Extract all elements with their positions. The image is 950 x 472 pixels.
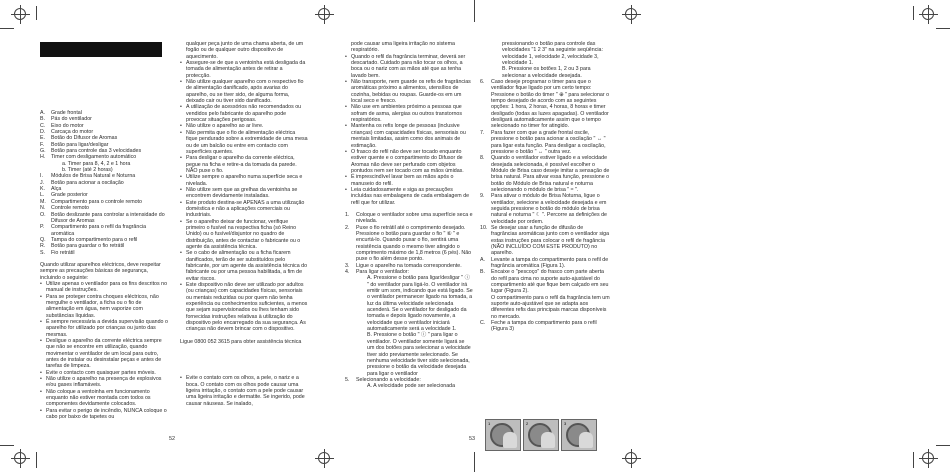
column-1 (40, 110, 168, 421)
bullet-marker: • (345, 148, 347, 155)
item-text: Controle remoto (51, 205, 89, 212)
item-text: Carcaça do motor (51, 129, 94, 136)
item-text: Leia cuidadosamente e siga as precauções incluídas nas embalagens de cada embalagem de refil que for utilizar. (351, 186, 470, 206)
figure-number: 2 (526, 421, 529, 426)
item-text: Compartimento para o refil da fragrância aromática (51, 224, 147, 237)
item-text: Timer com desligamento automático (51, 154, 137, 161)
step-item (480, 269, 610, 294)
bullet-marker: • (180, 60, 182, 67)
item-key: 6. (480, 79, 485, 86)
bullet-marker: • (40, 319, 42, 325)
item-key: L. (40, 192, 45, 199)
item-text: Evite o contato com os olhos, a pele, o nariz e a boca. O contato com os olhos pode causar uma ligeira irritação, o contato com a pele pode causar uma ligeira irritação e dermatite. Se ingerido, pode causar náuseas. Se inalado, (186, 375, 305, 407)
registration-mark-top-center-right (625, 8, 637, 20)
item-key: E. (40, 135, 46, 142)
bullet-marker: • (180, 174, 182, 181)
parts-legend (40, 110, 168, 256)
page-divider-mark (474, 0, 475, 22)
support-phone: Ligue 0800 052 3615 para obter assistência técnica (180, 338, 302, 345)
item-text: Não utilize sem que as grelhas da ventoinha se encontrem devidamente instaladas. (186, 186, 298, 200)
item-key: 3. (345, 262, 350, 269)
step-item (480, 295, 610, 320)
safety-bullet (40, 281, 168, 294)
figure-number: 1 (488, 421, 491, 426)
item-key: 8. (480, 155, 485, 162)
crop-mark (913, 452, 914, 468)
item-text: Módulos de Brisa Natural e Noturna (51, 173, 136, 180)
item-key (491, 66, 502, 79)
item-key: N. (40, 205, 46, 212)
safety-bullet (345, 187, 473, 206)
item-key: H. (40, 154, 46, 161)
crop-mark (0, 28, 14, 29)
bullet-marker: • (40, 338, 42, 345)
item-text: É imprescindível lavar bem as mãos após o manuseio do refil. (351, 174, 454, 187)
safety-bullets (40, 281, 168, 421)
step-item (480, 320, 610, 333)
item-text: Botão para acionar a oscilação (51, 179, 124, 186)
item-text: É sempre necessária a devida supervisão quando o aparelho for utilizado por crianças ou junto das mesmas. (46, 319, 168, 338)
item-text: Levante a tampa do compartimento para o refil de fragrância aromática (Figura 1). (491, 256, 609, 270)
bullet-marker: • (345, 79, 347, 86)
item-text: Não utilize o aparelho ao ar livre. (186, 123, 264, 130)
column-2-lead: qualquer peça junto de uma chama aberta, de um fogão ou de qualquer outro dispositivo de aquecimento. (186, 41, 304, 60)
step-item (480, 79, 610, 130)
item-text: Para ligar o ventilador: (356, 269, 409, 276)
item-text: A. Pressione o botão para ligar/desligar " ⓘ " do ventilador para ligá-lo. O ventilador irá emitir um som, indicando que está ligado. Se o ventilador permanecer ligado na tomada, a luz da última velocidade selecionada acenderá. Se o ventilador for desligado da tomada e depois ligado novamente, a velocidade que o ventilador iniciará automaticamente será a velocidade 1. (367, 275, 473, 333)
bullet-marker: • (180, 123, 182, 130)
crop-mark (936, 445, 950, 446)
item-key (356, 332, 367, 376)
item-key: M. (40, 198, 46, 205)
bullet-marker: • (345, 53, 347, 60)
step-item (345, 225, 473, 263)
figure-image (523, 419, 559, 451)
safety-bullet (180, 187, 308, 200)
safety-bullet (180, 155, 308, 174)
figure-image (485, 419, 521, 451)
step-item (480, 66, 610, 79)
step-item (480, 225, 610, 257)
item-text: Alça (51, 186, 62, 193)
item-text: Para desligar o aparelho da corrente eléctrica, pegue na ficha e retire-a da tomada da parede. NÃO puxe o fio. (186, 155, 297, 174)
bullet-marker: • (180, 186, 182, 193)
item-text: Grade frontal (51, 110, 82, 116)
step-item (480, 155, 610, 193)
item-key: J. (40, 179, 45, 186)
legend-item (40, 250, 168, 256)
registration-mark-top-right (922, 8, 934, 20)
registration-mark-bottom-center (318, 452, 330, 464)
figure-image (561, 419, 597, 451)
item-text: Para fazer com que a grade frontal oscile, pressione o botão para acionar a oscilação " ↔ " para ligar esta função. Para desligar a oscilação, pressione o botão " ↔ " outra vez. (491, 129, 606, 155)
safety-bullet (345, 149, 473, 174)
item-text: Desligue o aparelho da corrente eléctrica sempre que não se encontre em utilização, quando movimentar o ventilador de um local para outro, antes de instalar ou desinstalar peças e antes de tarefas de limpeza. (46, 338, 162, 370)
item-text: pressionando o botão para controle das velocidades "1 2 3" na seguinte seqüência: velocidade 1, velocidade 2, velocidade 3, velocidade 1. (502, 41, 603, 67)
item-text: Para se proteger contra choques eléctricos, não mergulhe o ventilador, a ficha ou o fio de alimentação em água, nem vaporize com substâncias líquidas. (46, 293, 159, 319)
operation-steps-continued (480, 41, 610, 333)
item-text: Eixo do motor (51, 122, 84, 129)
item-text: B. Pressione o botão " ⓘ " para ligar o ventilador. O ventilador somente ligará se um dos botões para selecionar a velocidade tiver sido previamente selecionado. Se nenhuma velocidade tiver sido selecionada, pressione o botão da velocidade desejada para ligar o ventilador (367, 332, 471, 377)
item-text: Se o aparelho deixar de funcionar, verifique primeiro o fusível na respectiva ficha (só Reino Unido) ou o fusível/disjuntor no quadro de distribuição, antes de contactar o fabricante ou o agente da assistência técnica. (186, 218, 301, 250)
item-text: Tampa do compartimento para o refil (51, 236, 138, 243)
item-text: Coloque o ventilador sobre uma superfície seca e nivelada. (356, 211, 473, 225)
bullet-marker: • (40, 407, 42, 414)
hand-illustration (541, 432, 555, 448)
item-text: Encaixe o "pescoço" do frasco com parte aberta do refil para cima no suporte auto-ajustável do compartimento até que fique bem calçado em seu lugar (Figura 2). (491, 269, 609, 295)
figure-number: 3 (564, 421, 567, 426)
bullet-marker: • (40, 293, 42, 300)
safety-bullets-continued (180, 60, 308, 333)
hand-illustration (579, 432, 593, 448)
item-text: Fio retrátil (51, 249, 75, 256)
item-text: Compartimento para o controle remoto (51, 198, 142, 205)
item-key: D. (40, 129, 46, 136)
bullet-marker: • (40, 388, 42, 395)
crop-mark (36, 6, 37, 20)
registration-mark-bottom-left (14, 452, 26, 464)
item-key: R. (40, 243, 46, 250)
item-text: Selecionando a velocidade: (356, 376, 421, 383)
item-text: Ligue o aparelho na tomada correspondente. (356, 262, 462, 269)
item-key (356, 275, 367, 332)
crop-mark (36, 452, 37, 468)
item-text: Não utilize qualquer aparelho com o respectivo fio de alimentação danificado, após avarias do aparelho, ou se tiver sido, de alguma forma, deixado cair ou tiver sido danificado. (186, 79, 304, 105)
safety-bullet (345, 79, 473, 104)
item-text: Botão para ligar/desligar (51, 141, 109, 148)
crop-mark (913, 6, 914, 20)
step-item (480, 41, 610, 66)
safety-bullet (40, 389, 168, 408)
item-key: 1. (345, 211, 350, 218)
fragrance-safety-bullets-continued (345, 54, 473, 206)
crop-mark (0, 445, 14, 446)
safety-bullet (40, 338, 168, 370)
bullet-marker: • (180, 250, 182, 257)
bullet-marker: • (180, 155, 182, 162)
registration-mark-bottom-right (922, 452, 934, 464)
item-key: G. (40, 148, 46, 155)
registration-mark-bottom-center-right (625, 452, 637, 464)
safety-bullet (180, 79, 308, 104)
item-key: B. (40, 116, 46, 123)
step-item (480, 193, 610, 225)
safety-bullet (180, 219, 308, 251)
item-key: P. (40, 224, 45, 231)
item-text: Para ativar o módulo de Brisa Noturna, ligue o ventilador, selecione a velocidade desejada e em seguida pressione o botão do módulo de brisa natural e noturna " ☾ ". Percorre as definições de velocidade por ordem. (491, 193, 607, 225)
column-4 (480, 41, 610, 333)
item-text: O compartimento para o refil da fragrância tem um suporte auto-ajustável que se adapta aos diferentes refis das principais marcas disponíveis no mercado. (491, 294, 610, 320)
item-text: Este dispositivo não deve ser utilizado por adultos (ou crianças) com capacidades físicas, sensoriais ou mentais reduzidas ou por quem não tenha experiência ou conhecimentos suficientes, a menos que sejam supervisionados ou lhes tenham sido fornecidas instruções relativas à utilização do dispositivo pelo encarregado da sua segurança. As crianças não devem brincar com o dispositivo. (186, 282, 308, 333)
item-text: Não coloque a ventoinha em funcionamento enquanto não estiver montada com todos os componentes devidamente colocados. (46, 388, 151, 408)
operation-steps (345, 212, 473, 390)
item-text: Botão para controle das 3 velocidades (51, 148, 142, 155)
bullet-marker: • (40, 376, 42, 383)
bullet-marker: • (180, 218, 182, 225)
item-key: A. (40, 110, 46, 116)
registration-mark-top-center (318, 8, 330, 20)
safety-bullet (345, 54, 473, 79)
hand-illustration (503, 432, 517, 448)
item-key: K. (40, 186, 46, 193)
bullet-marker: • (180, 104, 182, 111)
bullet-marker: • (180, 375, 182, 382)
safety-bullet (345, 123, 473, 148)
column-3-lead: pode causar uma ligeira irritação no sistema respiratório. (351, 41, 455, 54)
item-text: A utilização de acessórios não recomendados ou vendidos pelo fabricante do aparelho pode provocar situações perigosas. (186, 104, 302, 124)
bullet-marker: • (180, 282, 182, 289)
item-text: Mantenha os refis longe de pessoas (inclusive crianças) com capacidades físicas, sensoriais ou mentais limitadas, assim como dos animais de estimação. (351, 123, 466, 149)
item-text: Feche a tampa do compartimento para o refil (Figura 3) (491, 320, 597, 333)
item-key: C. (480, 320, 486, 327)
safety-bullet (40, 408, 168, 421)
step-item (345, 383, 473, 389)
item-text: Utilize apenas o ventilador para os fins descritos no manual de instruções. (46, 280, 168, 294)
item-text: Botão do Difusor de Aromas (51, 135, 118, 142)
item-text: Botão para guardar o fio retrátil (51, 243, 125, 250)
section-header-bar (40, 42, 162, 57)
crop-mark (936, 28, 950, 29)
page-number-right: 53 (469, 436, 476, 442)
item-key: 9. (480, 193, 485, 200)
safety-bullet (40, 294, 168, 319)
column-3 (345, 41, 473, 390)
item-key: 10. (480, 224, 488, 231)
item-key: B. (480, 269, 486, 276)
item-key: 4. (345, 269, 350, 276)
item-text: Pás do ventilador (51, 116, 92, 123)
safety-intro: Quando utilizar aparelhos eléctricos, deve respeitar sempre as precauções básicas de segurança, incluindo o seguinte: (40, 261, 161, 281)
item-text: Botão deslizante para controlar a intensidade do Difusor de Aromas (51, 211, 165, 224)
item-key (491, 41, 502, 66)
bullet-marker: • (345, 123, 347, 130)
item-text: Quando o refil da fragrância terminar, deverá ser descartado. Cuidado para não tocar os olhos, a boca ou o nariz com as mãos até que as tenha lavado bem. (351, 53, 466, 79)
item-key: Q. (40, 236, 46, 243)
item-key (480, 295, 491, 320)
item-text: a. Timer para 8, 4, 2 e 1 hora (62, 160, 131, 167)
bullet-marker: • (40, 369, 42, 376)
step-item (345, 212, 473, 225)
item-text: Para evitar o perigo de incêndio, NUNCA coloque o cabo por baixo de tapetes ou (46, 407, 167, 421)
item-key: C. (40, 122, 46, 129)
bullet-marker: • (345, 186, 347, 193)
page-divider-mark (474, 452, 475, 472)
page-number-left: 52 (169, 436, 176, 442)
item-text: Puxe o fio retrátil até o comprimento desejado. Pressione o botão para guardar o fio " ⑥ " e encurtá-lo. Quando puxar o fio, sentirá uma resistência quando o mesmo tiver atingido o comprimento máximo de 1,8 metros (6 pés). Não puxe o fio além desse ponto. (356, 224, 472, 263)
safety-bullet (180, 130, 308, 155)
item-text: Não permita que o fio de alimentação eléctrica fique pendurado sobre a extremidade de uma mesa ou de um balcão ou entre em contacto com superfícies quentes. (186, 129, 308, 155)
legend-item (40, 224, 168, 237)
safety-bullet (180, 60, 308, 79)
item-key: A. (480, 256, 486, 263)
item-key: S. (40, 249, 46, 256)
bullet-marker: • (180, 199, 182, 206)
bullet-marker: • (180, 129, 182, 136)
item-text: Este produto destina-se APENAS a uma utilização doméstica e não a aplicações comerciais ou industriais. (186, 199, 305, 219)
item-key: I. (40, 173, 43, 180)
bullet-marker: • (345, 174, 347, 181)
safety-bullet (180, 200, 308, 219)
bullet-marker: • (345, 104, 347, 111)
item-key: F. (40, 141, 45, 148)
safety-bullet (40, 376, 168, 389)
fragrance-safety-bullets (180, 375, 308, 407)
item-text: B. Pressione os botões 1, 2 ou 3 para selecionar a velocidade desejada. (502, 66, 591, 79)
bullet-marker: • (40, 280, 42, 287)
item-text: Evite o contacto com quaisquer partes móveis. (46, 369, 156, 376)
item-text: Utilize sempre o aparelho numa superfície seca e nivelada. (186, 174, 303, 187)
step-item (480, 257, 610, 270)
item-text: O frasco do refil não deve ser tocado enquanto estiver quente e o compartimento do Difusor de Aromas não deve ser perfurado com objetos pontudos nem ser tocado com as mãos úmidas. (351, 148, 464, 174)
item-text: b. Timer (até 2 horas) (62, 167, 113, 174)
step-item (480, 130, 610, 155)
item-text: Caso deseje programar o timer para que o ventilador fique ligado por um certo tempo: Pressione o botão do timer " ⊕ " para selecionar o tempo desejado de acordo com as seguintes opções: 1 hora, 2 horas, 4 horas, 8 horas e timer desligado (todas as luzes apagadas). O ventilador desligará automaticamente assim que o tempo selecionado no timer for atingido. (491, 79, 610, 130)
safety-bullet (180, 104, 308, 123)
item-text: Assegure-se de que a ventoinha está desligada da tomada de alimentação antes de retirar a protecção. (186, 60, 306, 79)
item-text: Grade posterior (51, 192, 88, 199)
item-text: Se o cabo de alimentação ou a ficha ficarem danificados, terão de ser substituídos pelo fabricante, por um agente da assistência técnica do fabricante ou por uma pessoa habilitada, a fim de evitar riscos. (186, 250, 308, 282)
item-text: Se desejar usar a função de difusão de fragrâncias aromáticas junto com o ventilador siga estas instruções para colocar o refil de fragância (NÃO INCLUÍDO COM ESTE PRODUTO) no aparelho. (491, 224, 610, 257)
item-key: 2. (345, 224, 350, 231)
safety-bullet (180, 174, 308, 187)
safety-bullet (345, 104, 473, 123)
safety-bullet (180, 282, 308, 333)
step-item (345, 275, 473, 332)
item-key: 7. (480, 129, 485, 136)
bullet-marker: • (180, 79, 182, 86)
item-text: Quando o ventilador estiver ligado e a velocidade desejada selecionada, é possível escolher o Módulo de Brisa caso deseje imitar a sensação de brisa natural. Para ativar essa função, pressione o botão do Módulo de Brisa natural e noturna selecionando o módulo de brisa " ≈ ". (491, 155, 610, 193)
item-key: 5. (345, 376, 350, 383)
safety-bullet (40, 319, 168, 338)
column-2 (180, 41, 308, 407)
legend-item (40, 212, 168, 225)
item-key: O. (40, 211, 46, 218)
item-key (356, 383, 367, 389)
item-text: Não utilize o aparelho na presença de explosivos e/ou gases inflamáveis. (46, 376, 162, 389)
step-item (345, 332, 473, 376)
safety-bullet (180, 250, 308, 282)
item-text: A. A velocidade pode ser selecionada (367, 383, 456, 390)
item-text: Não transporte, nem guarde os refis de fragrâncias aromáticas próximo a alimentos, utensílios de cozinha, bebidas ou roupas. Guarde-os em um local seco e fresco. (351, 79, 471, 105)
item-text: Não use em ambientes próximo a pessoas que sofram de asma, alergias ou outros transtornos respiratórios. (351, 104, 462, 124)
registration-mark-top-left (14, 8, 26, 20)
safety-bullet (180, 375, 308, 407)
safety-bullet (345, 174, 473, 187)
